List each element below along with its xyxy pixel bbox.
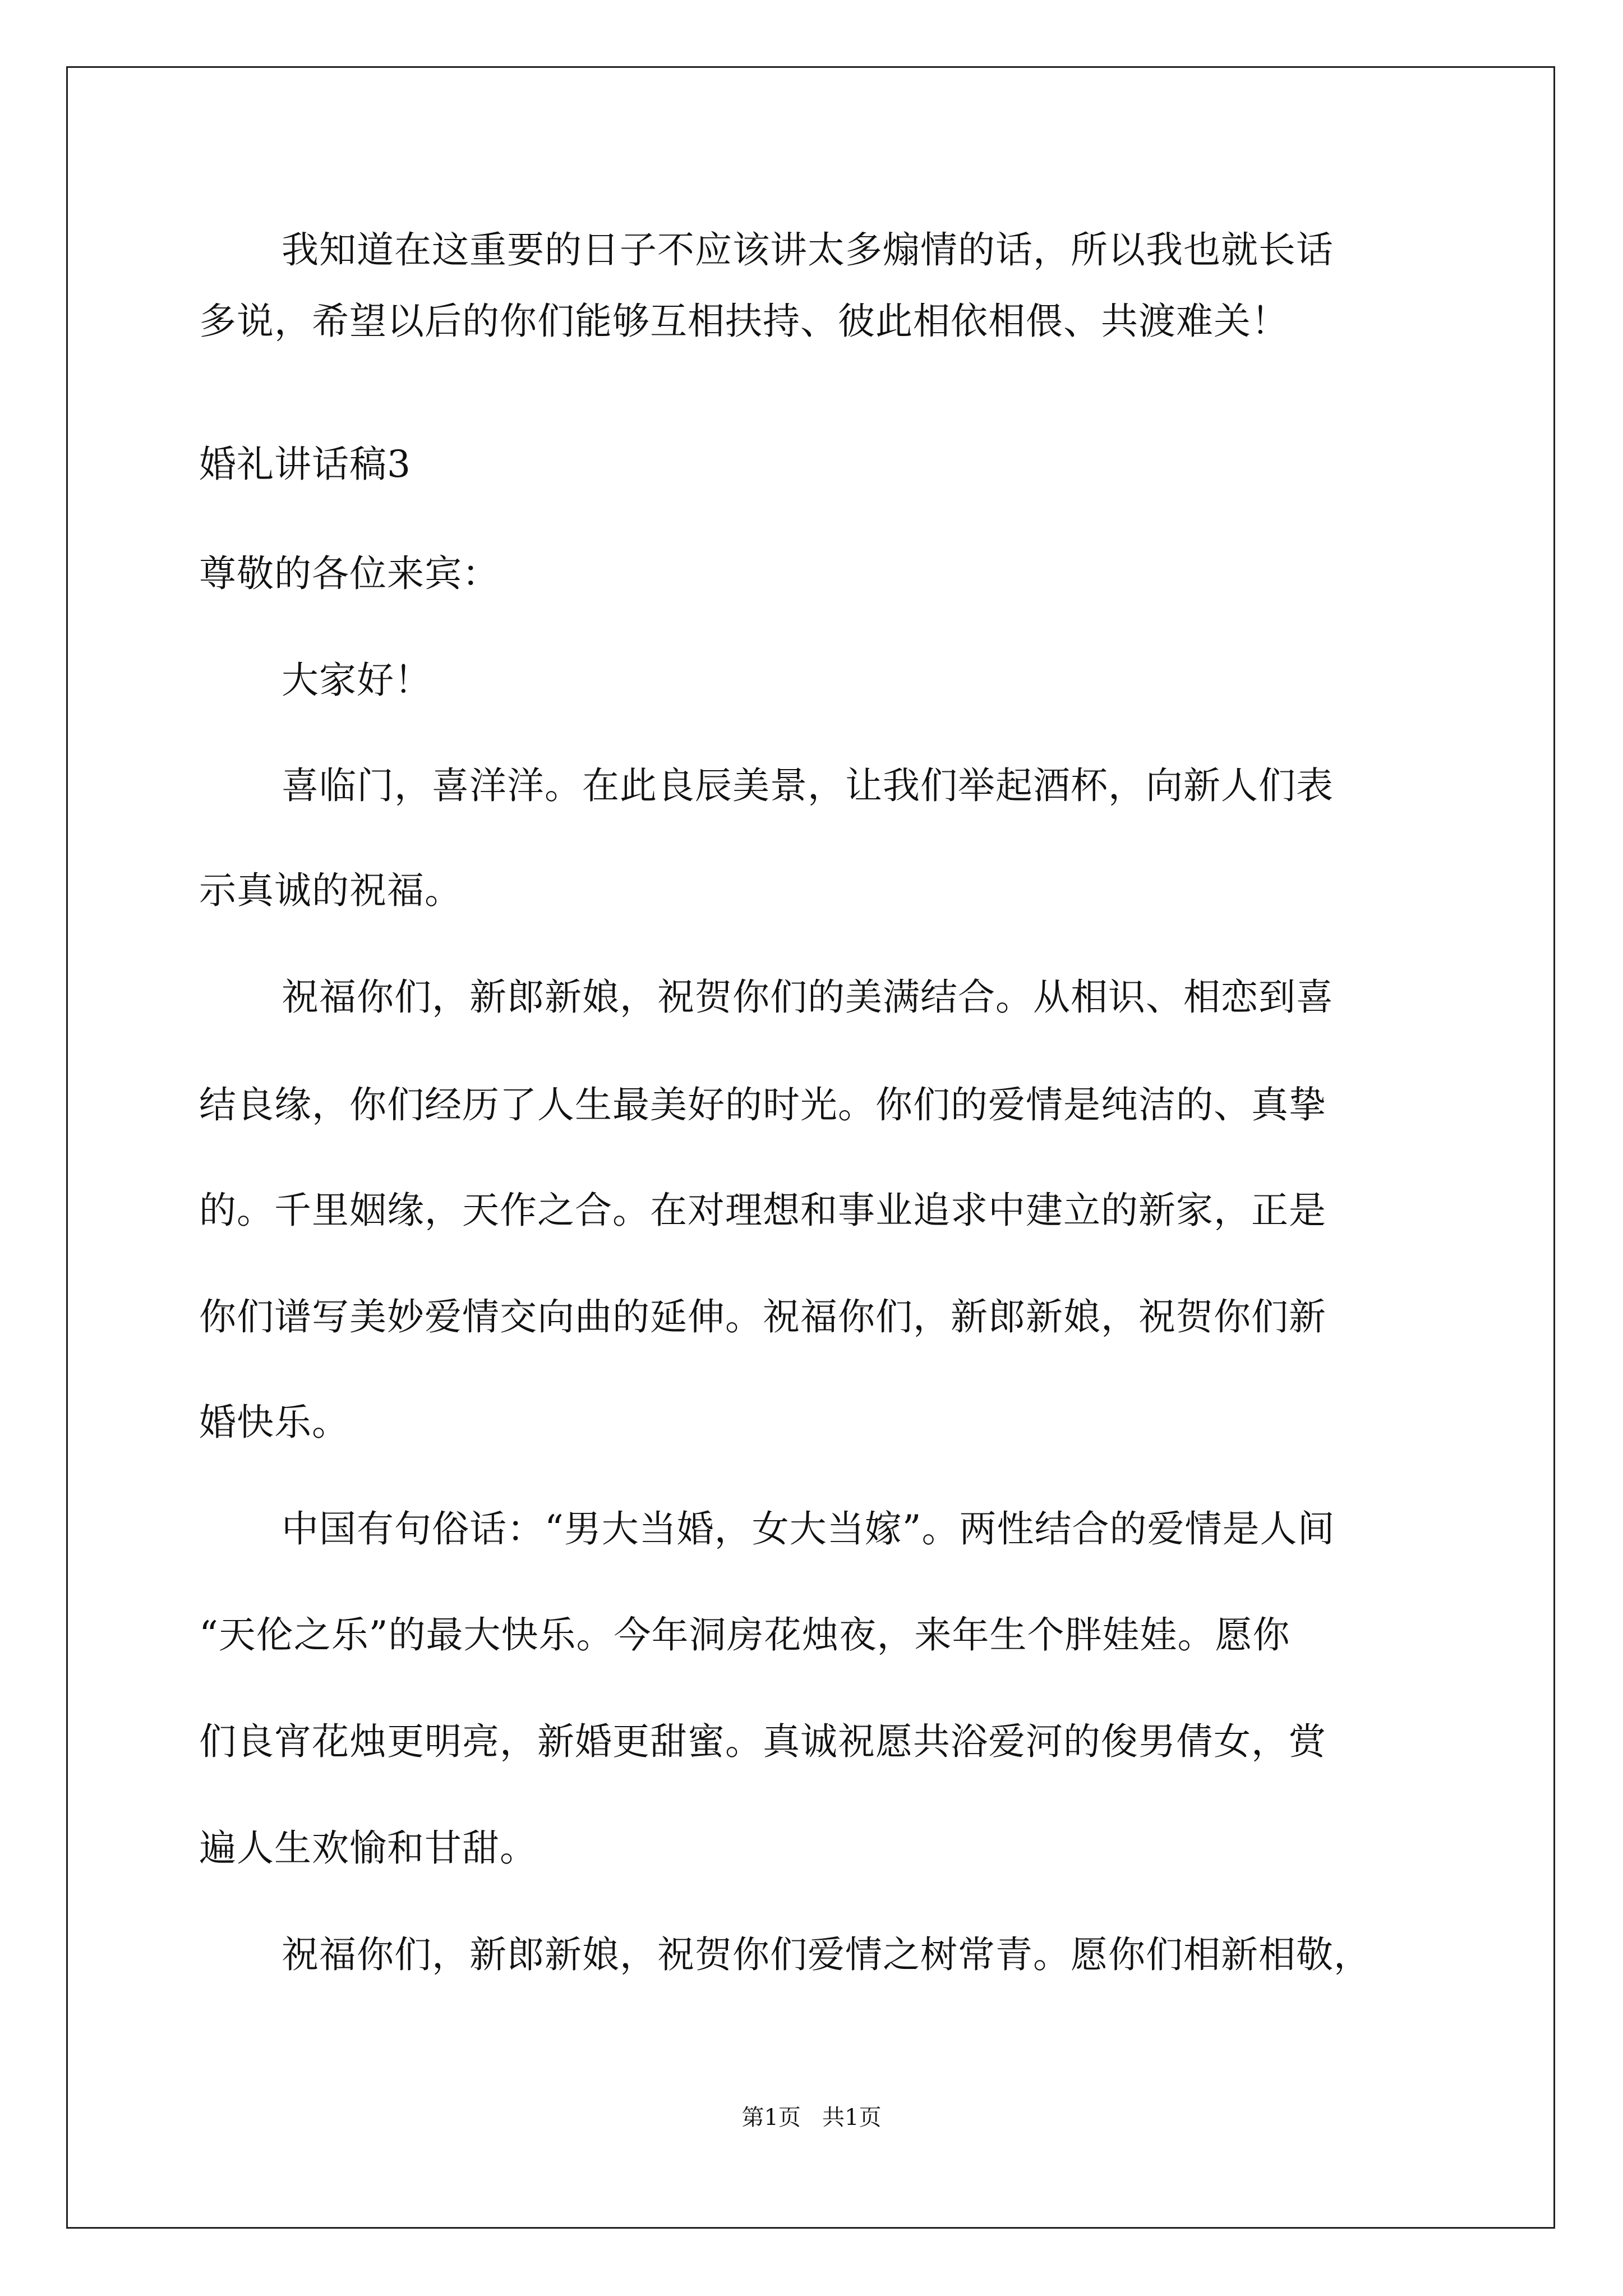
paragraph-line: 示真诚的祝福。 bbox=[199, 869, 462, 912]
paragraph-line: 们良宵花烛更明亮，新婚更甜蜜。真诚祝愿共浴爱河的俊男倩女，赏 bbox=[199, 1720, 1326, 1763]
paragraph-line: 中国有句俗话：“男大当婚，女大当嫁”。两性结合的爱情是人间 bbox=[282, 1507, 1335, 1550]
paragraph-line: “天伦之乐”的最大快乐。今年洞房花烛夜，来年生个胖娃娃。愿你 bbox=[199, 1613, 1290, 1657]
paragraph-line: 我知道在这重要的日子不应该讲太多煽情的话，所以我也就长话 bbox=[282, 228, 1334, 272]
paragraph-line: 婚快乐。 bbox=[199, 1401, 349, 1444]
page-footer: 第1页 共1页 bbox=[741, 2105, 882, 2131]
paragraph-line: 遍人生欢愉和甘甜。 bbox=[199, 1826, 537, 1870]
paragraph-line: 多说，希望以后的你们能够互相扶持、彼此相依相偎、共渡难关！ bbox=[199, 300, 1289, 343]
section-heading: 婚礼讲话稿3 bbox=[199, 443, 411, 486]
paragraph-line: 喜临门，喜洋洋。在此良辰美景，让我们举起酒杯，向新人们表 bbox=[282, 764, 1334, 807]
paragraph-line: 祝福你们，新郎新娘，祝贺你们爱情之树常青。愿你们相新相敬， bbox=[282, 1933, 1371, 1976]
salutation: 尊敬的各位来宾： bbox=[199, 552, 500, 595]
paragraph-line: 祝福你们，新郎新娘，祝贺你们的美满结合。从相识、相恋到喜 bbox=[282, 976, 1334, 1019]
page-border bbox=[66, 66, 1555, 2229]
paragraph-line: 你们谱写美妙爱情交向曲的延伸。祝福你们，新郎新娘，祝贺你们新 bbox=[199, 1295, 1326, 1338]
paragraph-line: 的。千里姻缘，天作之合。在对理想和事业追求中建立的新家，正是 bbox=[199, 1189, 1326, 1232]
paragraph-line: 结良缘，你们经历了人生最美好的时光。你们的爱情是纯洁的、真挚 bbox=[199, 1083, 1326, 1126]
greeting: 大家好！ bbox=[282, 659, 432, 702]
